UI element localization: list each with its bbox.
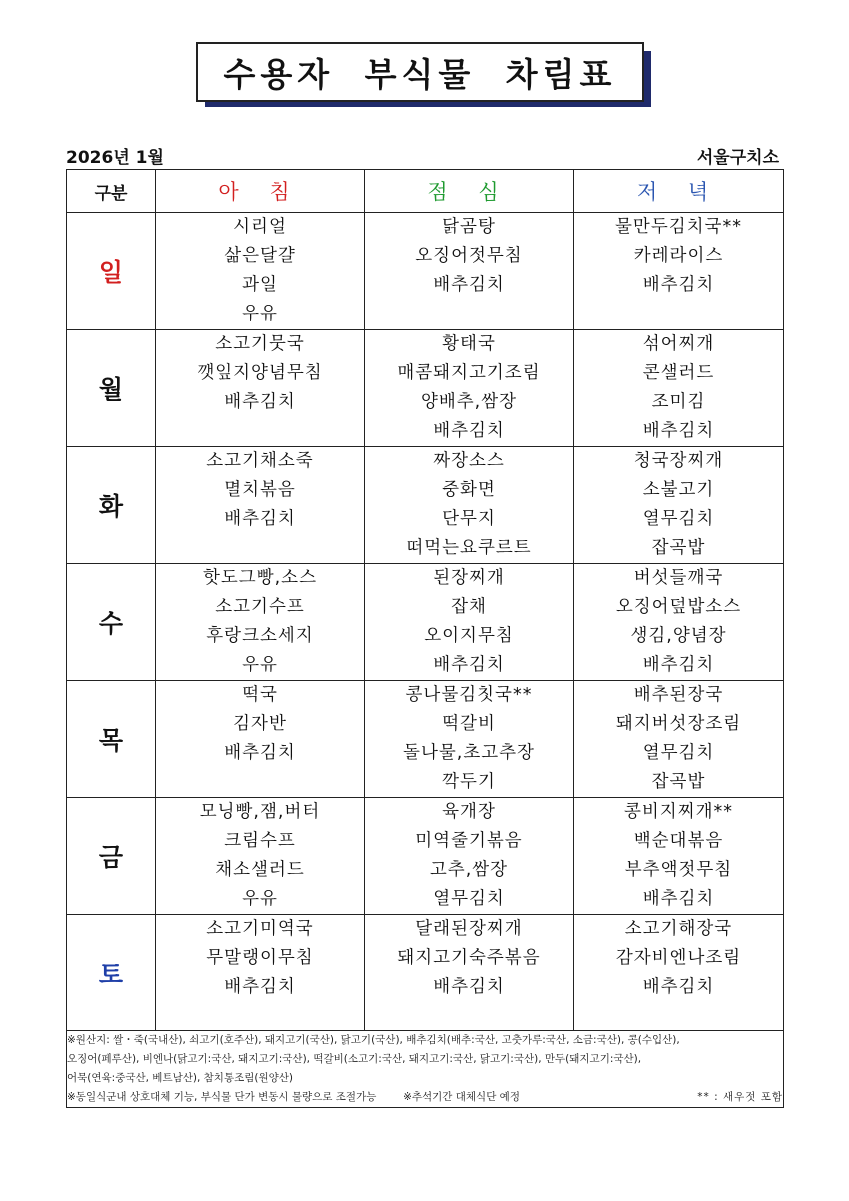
day-row (67, 447, 784, 564)
dinner-item: 콩비지찌개** (623, 802, 734, 822)
breakfast-cell (156, 447, 365, 564)
dinner-item: 버섯들깨국 (633, 568, 724, 588)
breakfast-item: 소고기뭇국 (215, 334, 305, 354)
day-row (67, 798, 784, 915)
origin-note-line-2: 오징어(페루산), 비엔나(닭고기:국산, 돼지고기:국산), 떡갈비(소고기:국산, 돼지고기:국산, 닭고기:국산), 만두(돼지고기:국산), (67, 1053, 642, 1065)
breakfast-item: 과일 (242, 275, 278, 295)
dinner-item: 잡곡밥 (651, 538, 706, 558)
lunch-item: 배추김치 (433, 977, 505, 997)
lunch-cell (365, 330, 574, 447)
lunch-item: 배추김치 (433, 275, 505, 295)
header-breakfast: 아 침 (156, 170, 365, 213)
dinner-item: 배추김치 (642, 889, 715, 909)
breakfast-cell (156, 564, 365, 681)
breakfast-item: 떡국 (242, 685, 278, 705)
title-banner (196, 42, 654, 110)
breakfast-item: 삶은달걀 (224, 246, 296, 266)
breakfast-item: 소고기수프 (215, 597, 305, 617)
lunch-cell (365, 915, 574, 1031)
dinner-cell (574, 798, 784, 915)
notes-row (67, 1031, 784, 1108)
notes-last-line (67, 1088, 783, 1107)
menu-header-row (67, 170, 784, 213)
dinner-item: 생김,양념장 (630, 626, 727, 646)
origin-note-line-3: 어묵(연육:중국산, 베트남산), 참치통조림(원양산) (67, 1072, 293, 1084)
dinner-item: 조미김 (651, 392, 706, 412)
holiday-note: ※추석기간 대체식단 예정 (403, 1091, 520, 1103)
lunch-item: 깍두기 (442, 772, 496, 792)
breakfast-item: 배추김치 (224, 509, 296, 529)
breakfast-item: 김자반 (233, 714, 287, 734)
dinner-item: 배추된장국 (633, 685, 724, 705)
dinner-item: 카레라이스 (633, 246, 724, 266)
day-row (67, 915, 784, 1031)
day-label: 금 (67, 798, 156, 915)
menu-month: 2026년 1월 (66, 148, 164, 168)
lunch-cell (365, 564, 574, 681)
dinner-item: 배추김치 (642, 977, 715, 997)
lunch-cell (365, 213, 574, 330)
lunch-item: 매콤돼지고기조림 (397, 363, 541, 383)
lunch-cell (365, 798, 574, 915)
lunch-item: 육개장 (442, 802, 496, 822)
dinner-item: 콘샐러드 (642, 363, 715, 383)
lunch-item: 잡채 (451, 597, 487, 617)
header-dinner: 저 녁 (574, 170, 784, 213)
lunch-item: 돌나물,초고추장 (403, 743, 535, 763)
page-title: 수용자 부식물 차림표 (223, 54, 617, 94)
breakfast-item: 채소샐러드 (215, 860, 305, 880)
dinner-item: 오징어덮밥소스 (615, 597, 742, 617)
lunch-item: 떡갈비 (442, 714, 496, 734)
dinner-item: 청국장찌개 (633, 451, 724, 471)
breakfast-item: 핫도그빵,소스 (203, 568, 317, 588)
institution-name: 서울구치소 (696, 148, 779, 168)
lunch-item: 단무지 (442, 509, 496, 529)
breakfast-item: 우유 (242, 889, 278, 909)
dinner-item: 백순대볶음 (633, 831, 724, 851)
breakfast-cell (156, 330, 365, 447)
breakfast-item: 무말랭이무침 (206, 948, 314, 968)
lunch-item: 미역줄기볶음 (415, 831, 523, 851)
lunch-cell (365, 447, 574, 564)
substitute-text: ※동일식군내 상호대체 기능, 부식물 단가 변동시 물량으로 조절가능 (67, 1091, 377, 1103)
breakfast-item: 깻잎지양념무침 (197, 363, 323, 383)
dinner-item: 배추김치 (642, 421, 715, 441)
dinner-item: 열무김치 (642, 509, 715, 529)
breakfast-item: 배추김치 (224, 743, 296, 763)
dinner-cell (574, 681, 784, 798)
lunch-item: 황태국 (442, 334, 496, 354)
menu-table (66, 169, 784, 1108)
breakfast-item: 후랑크소세지 (206, 626, 314, 646)
breakfast-item: 멸치볶음 (224, 480, 296, 500)
lunch-cell (365, 681, 574, 798)
breakfast-cell (156, 915, 365, 1031)
header-gubun: 구분 (67, 170, 156, 213)
breakfast-item: 배추김치 (224, 392, 296, 412)
lunch-item: 열무김치 (433, 889, 505, 909)
day-row (67, 564, 784, 681)
lunch-item: 돼지고기숙주볶음 (397, 948, 541, 968)
dinner-cell (574, 213, 784, 330)
lunch-item: 중화면 (442, 480, 496, 500)
breakfast-item: 크림수프 (224, 831, 296, 851)
title-box (196, 42, 644, 102)
dinner-item: 배추김치 (642, 655, 715, 675)
dinner-item: 물만두김치국** (615, 217, 742, 237)
dinner-item: 열무김치 (642, 743, 715, 763)
breakfast-cell (156, 213, 365, 330)
dinner-cell (574, 447, 784, 564)
lunch-item: 닭곰탕 (442, 217, 496, 237)
substitute-note (67, 1088, 520, 1107)
breakfast-item: 배추김치 (224, 977, 296, 997)
lunch-item: 배추김치 (433, 421, 505, 441)
breakfast-item: 우유 (242, 304, 278, 324)
breakfast-item: 소고기미역국 (206, 919, 314, 939)
day-label: 화 (67, 447, 156, 564)
lunch-item: 오징어젓무침 (415, 246, 523, 266)
breakfast-cell (156, 681, 365, 798)
dinner-item: 부추액젓무침 (624, 860, 733, 880)
lunch-item: 오이지무침 (424, 626, 514, 646)
day-label: 일 (67, 213, 156, 330)
day-label: 수 (67, 564, 156, 681)
origin-note-line-1: ※원산지: 쌀・죽(국내산), 쇠고기(호주산), 돼지고기(국산), 닭고기(국산), 배추김치(배추:국산, 고춧가루:국산, 소금:국산), 콩(수입산), (67, 1034, 680, 1046)
dinner-cell (574, 915, 784, 1031)
breakfast-cell (156, 798, 365, 915)
breakfast-item: 소고기채소죽 (206, 451, 314, 471)
dinner-cell (574, 564, 784, 681)
day-row (67, 213, 784, 330)
day-label: 월 (67, 330, 156, 447)
lunch-item: 짜장소스 (433, 451, 505, 471)
breakfast-item: 시리얼 (233, 217, 287, 237)
day-label: 목 (67, 681, 156, 798)
dinner-item: 소고기해장국 (624, 919, 733, 939)
day-row (67, 681, 784, 798)
lunch-item: 된장찌개 (433, 568, 505, 588)
breakfast-item: 우유 (242, 655, 278, 675)
dinner-item: 섞어찌개 (642, 334, 715, 354)
day-label: 토 (67, 915, 156, 1031)
dinner-item: 잡곡밥 (651, 772, 706, 792)
notes-cell (67, 1031, 784, 1108)
dinner-item: 소불고기 (642, 480, 715, 500)
lunch-item: 떠먹는요쿠르트 (406, 538, 532, 558)
dinner-item: 감자비엔나조림 (615, 948, 742, 968)
shrimp-note: ** : 새우젓 포함 (697, 1091, 783, 1103)
dinner-item: 배추김치 (642, 275, 715, 295)
lunch-item: 배추김치 (433, 655, 505, 675)
breakfast-item: 모닝빵,잼,버터 (199, 802, 321, 822)
dinner-cell (574, 330, 784, 447)
lunch-item: 달래된장찌개 (415, 919, 523, 939)
lunch-item: 고추,쌈장 (429, 860, 509, 880)
lunch-item: 콩나물김칫국** (405, 685, 533, 705)
dinner-item: 돼지버섯장조림 (615, 714, 742, 734)
lunch-item: 양배추,쌈장 (420, 392, 518, 412)
day-row (67, 330, 784, 447)
header-lunch: 점 심 (365, 170, 574, 213)
